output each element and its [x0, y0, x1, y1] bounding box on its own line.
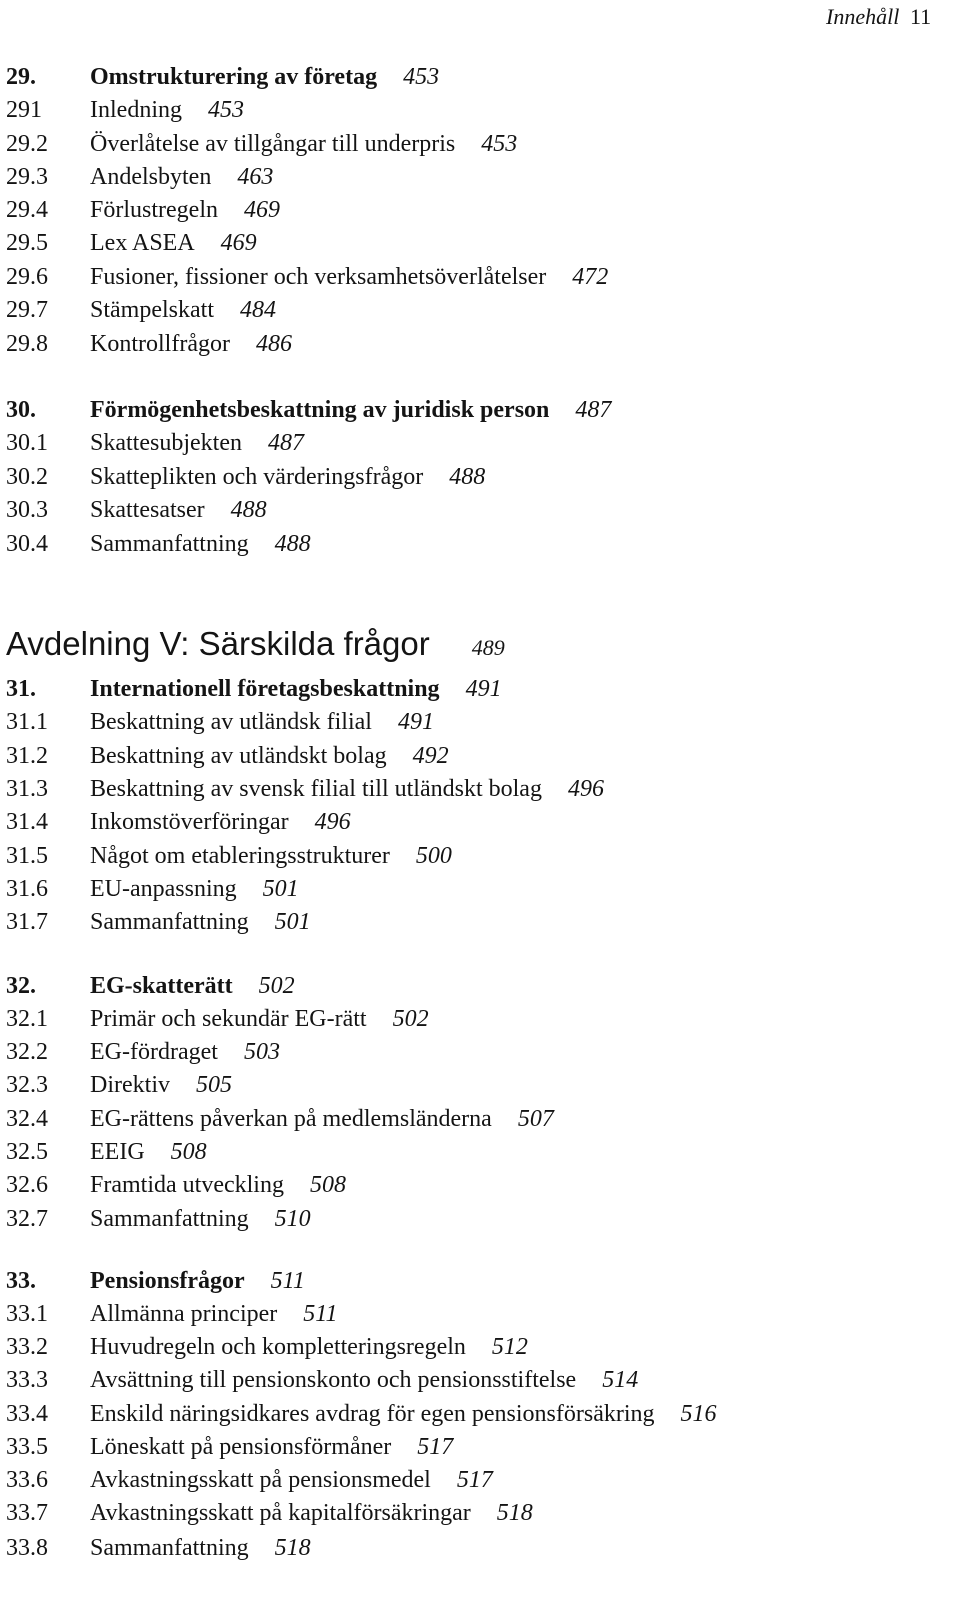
entry-title-line [90, 773, 604, 805]
entry-title-line [90, 840, 452, 872]
entry-title: Inkomstöverföringar [90, 809, 289, 835]
entry-page: 517 [456, 1467, 493, 1493]
entry-title: Skatteplikten och värderingsfrågor [90, 464, 424, 490]
entry-page: 518 [274, 1535, 311, 1561]
entry-page: 507 [517, 1106, 554, 1132]
entry-page: 505 [195, 1072, 232, 1098]
entry-number: 32.7 [6, 1206, 48, 1232]
entry-title: Framtida utveckling [90, 1172, 284, 1198]
entry-title: Löneskatt på pensionsförmåner [90, 1434, 392, 1460]
entry-page: 453 [207, 97, 244, 123]
entry-number: 31.2 [6, 743, 48, 769]
entry-number: 32.2 [6, 1039, 48, 1065]
running-title: Innehåll [826, 4, 900, 29]
entry-title-line [90, 1169, 346, 1201]
entry-title-line [90, 1464, 493, 1496]
entry-title: Direktiv [90, 1072, 170, 1098]
entry-page: 508 [309, 1172, 346, 1198]
entry-title: Skattesatser [90, 497, 205, 523]
entry-number: 33. [6, 1268, 36, 1294]
entry-page: 502 [392, 1006, 429, 1032]
entry-title-line [90, 706, 434, 738]
entry-title-line [90, 1265, 305, 1297]
entry-page: 463 [237, 164, 274, 190]
entry-page: 510 [274, 1206, 311, 1232]
entry-page: 518 [496, 1500, 533, 1526]
entry-title-line [90, 494, 267, 526]
entry-page: 508 [170, 1139, 207, 1165]
entry-title-line [90, 227, 257, 259]
entry-number: 33.3 [6, 1367, 48, 1393]
entry-title-line [90, 94, 244, 126]
entry-page: 487 [267, 430, 304, 456]
entry-title-line [90, 906, 311, 938]
part-title: Avdelning V: Särskilda frågor [6, 625, 430, 662]
entry-title-line [90, 806, 351, 838]
entry-title: Enskild näringsidkares avdrag för egen pensionsförsäkring [90, 1401, 655, 1427]
entry-number: 29.8 [6, 331, 48, 357]
entry-title: Beskattning av utländskt bolag [90, 743, 387, 769]
entry-title-line [90, 161, 273, 193]
entry-title: Sammanfattning [90, 1535, 249, 1561]
entry-title-line [90, 970, 295, 1002]
entry-title: EU-anpassning [90, 876, 237, 902]
entry-title-line [90, 294, 276, 326]
entry-title-line [90, 427, 304, 459]
entry-title-line [90, 873, 299, 905]
entry-title: EG-skatterätt [90, 973, 233, 999]
entry-title-line [90, 1136, 207, 1168]
entry-title-line [90, 1298, 337, 1330]
entry-title: Pensionsfrågor [90, 1268, 245, 1294]
entry-number: 33.7 [6, 1500, 48, 1526]
entry-number: 32.5 [6, 1139, 48, 1165]
entry-number: 32.3 [6, 1072, 48, 1098]
entry-page: 511 [303, 1301, 338, 1327]
entry-title-line [90, 61, 439, 93]
entry-number: 29.4 [6, 197, 48, 223]
entry-title: EG-rättens påverkan på medlemsländerna [90, 1106, 492, 1132]
entry-title: Förlustregeln [90, 197, 218, 223]
entry-page: 517 [417, 1434, 454, 1460]
entry-number: 31.4 [6, 809, 48, 835]
entry-title-line [90, 194, 280, 226]
entry-title-line [90, 1203, 311, 1235]
entry-page: 488 [449, 464, 486, 490]
entry-number: 31.1 [6, 709, 48, 735]
entry-title: Avkastningsskatt på pensionsmedel [90, 1467, 431, 1493]
entry-title: Omstrukturering av företag [90, 64, 378, 90]
entry-title: Andelsbyten [90, 164, 212, 190]
entry-page: 453 [481, 131, 518, 157]
entry-page: 491 [397, 709, 434, 735]
entry-title: Lex ASEA [90, 230, 195, 256]
entry-title-line [90, 528, 311, 560]
entry-title: EG-fördraget [90, 1039, 218, 1065]
entry-number: 30.1 [6, 430, 48, 456]
entry-number: 32.1 [6, 1006, 48, 1032]
entry-page: 469 [220, 230, 257, 256]
entry-page: 496 [314, 809, 351, 835]
entry-title-line [90, 1398, 717, 1430]
entry-title: Avkastningsskatt på kapitalförsäkringar [90, 1500, 471, 1526]
entry-title-line [90, 1364, 638, 1396]
entry-page: 488 [274, 531, 311, 557]
entry-title-line [90, 1497, 533, 1529]
entry-number: 31.5 [6, 843, 48, 869]
entry-title: Beskattning av utländsk filial [90, 709, 372, 735]
entry-number: 29.7 [6, 297, 48, 323]
entry-number: 33.5 [6, 1434, 48, 1460]
entry-page: 511 [270, 1268, 305, 1294]
entry-page: 500 [415, 843, 452, 869]
entry-title-line [90, 1431, 453, 1463]
entry-title-line [90, 1532, 311, 1564]
entry-number: 32.4 [6, 1106, 48, 1132]
entry-page: 491 [465, 676, 502, 702]
entry-number: 33.2 [6, 1334, 48, 1360]
entry-title: EEIG [90, 1139, 145, 1165]
entry-number: 31.3 [6, 776, 48, 802]
entry-number: 29.3 [6, 164, 48, 190]
entry-page: 469 [243, 197, 280, 223]
entry-number: 29.6 [6, 264, 48, 290]
entry-number: 33.1 [6, 1301, 48, 1327]
entry-number: 29. [6, 64, 36, 90]
part-heading [6, 622, 505, 666]
page-header [0, 0, 960, 40]
entry-page: 492 [412, 743, 449, 769]
entry-title-line [90, 394, 611, 426]
entry-title-line [90, 461, 485, 493]
entry-page: 486 [255, 331, 292, 357]
entry-title-line [90, 1331, 528, 1363]
entry-number: 29.2 [6, 131, 48, 157]
entry-title: Stämpelskatt [90, 297, 214, 323]
entry-page: 487 [575, 397, 612, 423]
entry-title-line [90, 1103, 554, 1135]
entry-page: 516 [680, 1401, 717, 1427]
entry-title-line [90, 328, 292, 360]
entry-title: Kontrollfrågor [90, 331, 230, 357]
entry-page: 501 [274, 909, 311, 935]
entry-title: Avsättning till pensionskonto och pensionsstiftelse [90, 1367, 577, 1393]
entry-number: 33.8 [6, 1535, 48, 1561]
entry-page: 501 [262, 876, 299, 902]
entry-title: Överlåtelse av tillgångar till underpris [90, 131, 456, 157]
entry-page: 502 [258, 973, 295, 999]
entry-title-line [90, 261, 608, 293]
entry-number: 30. [6, 397, 36, 423]
entry-number: 32. [6, 973, 36, 999]
entry-number: 33.4 [6, 1401, 48, 1427]
entry-page: 514 [602, 1367, 639, 1393]
entry-number: 30.4 [6, 531, 48, 557]
entry-number: 29.5 [6, 230, 48, 256]
entry-page: 484 [239, 297, 276, 323]
page-number: 11 [910, 4, 932, 29]
entry-number: 30.3 [6, 497, 48, 523]
entry-title-line [90, 1069, 232, 1101]
entry-title: Huvudregeln och kompletteringsregeln [90, 1334, 466, 1360]
entry-title: Inledning [90, 97, 182, 123]
entry-title-line [90, 740, 449, 772]
entry-number: 31.6 [6, 876, 48, 902]
entry-number: 291 [6, 97, 42, 123]
entry-title-line [90, 1036, 280, 1068]
entry-title-line [90, 673, 502, 705]
entry-title-line [90, 1003, 429, 1035]
entry-page: 512 [491, 1334, 528, 1360]
entry-number: 31.7 [6, 909, 48, 935]
entry-page: 488 [230, 497, 267, 523]
entry-title: Något om etableringsstrukturer [90, 843, 390, 869]
entry-page: 496 [567, 776, 604, 802]
entry-number: 31. [6, 676, 36, 702]
entry-page: 453 [403, 64, 440, 90]
entry-title-line [90, 128, 517, 160]
entry-title: Internationell företagsbeskattning [90, 676, 440, 702]
entry-number: 30.2 [6, 464, 48, 490]
entry-title: Sammanfattning [90, 909, 249, 935]
entry-title: Primär och sekundär EG-rätt [90, 1006, 367, 1032]
entry-title: Beskattning av svensk filial till utländskt bolag [90, 776, 542, 802]
entry-title: Skattesubjekten [90, 430, 242, 456]
entry-page: 503 [243, 1039, 280, 1065]
entry-page: 472 [572, 264, 609, 290]
entry-number: 32.6 [6, 1172, 48, 1198]
entry-number: 33.6 [6, 1467, 48, 1493]
part-page: 489 [471, 635, 505, 660]
entry-title: Sammanfattning [90, 1206, 249, 1232]
entry-title: Fusioner, fissioner och verksamhetsöverlåtelser [90, 264, 547, 290]
entry-title: Sammanfattning [90, 531, 249, 557]
entry-title: Allmänna principer [90, 1301, 278, 1327]
entry-title: Förmögenhetsbeskattning av juridisk person [90, 397, 550, 423]
